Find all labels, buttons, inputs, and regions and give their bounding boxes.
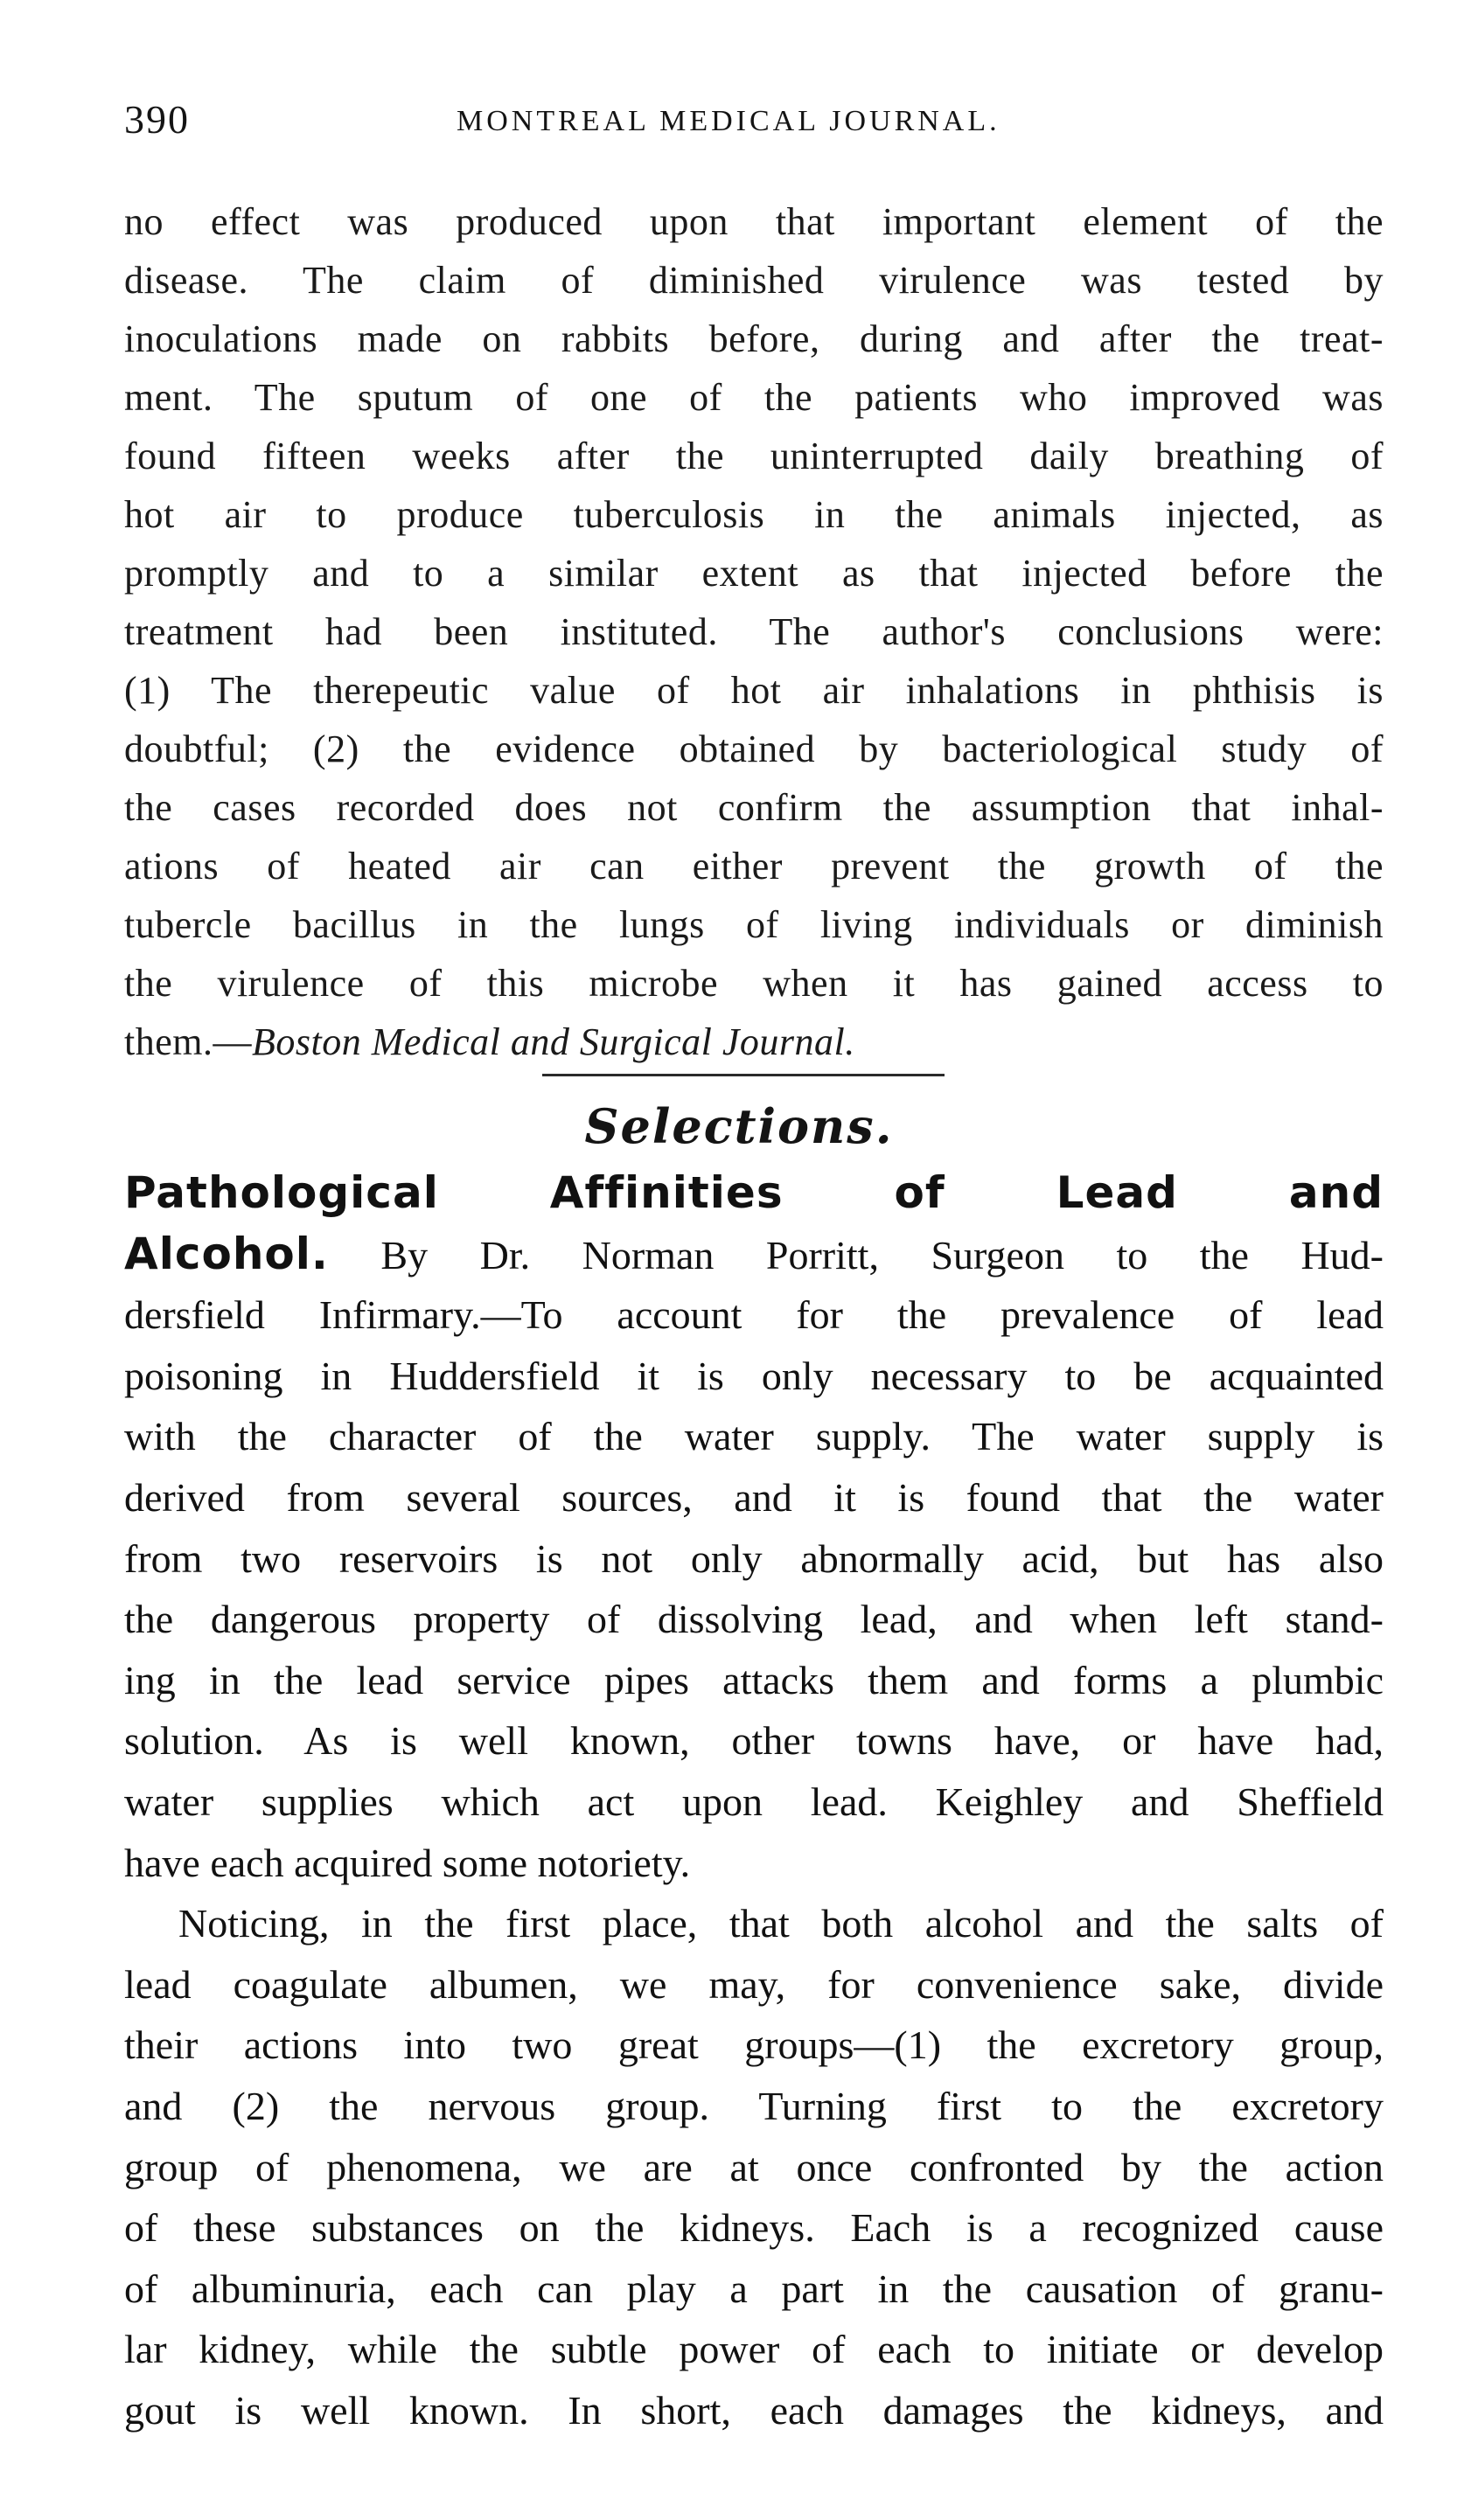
text-line: the cases recorded does not confirm the assumption that inhal- <box>124 786 1384 829</box>
text-line: lar kidney, while the subtle power of each to initiate or develop <box>124 2327 1384 2372</box>
text-line: solution. As is well known, other towns have, or have had, <box>124 1718 1384 1764</box>
text-line: treatment had been instituted. The author's conclusions were: <box>124 610 1384 653</box>
continued-paragraph <box>124 192 1384 1071</box>
text-line: ment. The sputum of one of the patients who improved was <box>124 376 1384 419</box>
text-line: of albuminuria, each can play a part in the causation of granu- <box>124 2266 1384 2311</box>
text-line: from two reservoirs is not only abnormally acid, but has also <box>124 1535 1384 1581</box>
text-line: promptly and to a similar extent as that injected before the <box>124 552 1384 595</box>
text-line: the virulence of this microbe when it has gained access to <box>124 962 1384 1005</box>
section-divider <box>542 1074 945 1076</box>
text-line: inoculations made on rabbits before, during and after the treat- <box>124 317 1384 360</box>
text-line: poisoning in Huddersfield it is only necessary to be acquainted <box>124 1353 1384 1398</box>
text-line: ing in the lead service pipes attacks them and forms a plumbic <box>124 1657 1384 1702</box>
text-line: and (2) the nervous group. Turning first to the excretory <box>124 2083 1384 2128</box>
text-line: hot air to produce tuberculosis in the animals injected, as <box>124 493 1384 536</box>
text-line: doubtful; (2) the evidence obtained by bacteriological study of <box>124 727 1384 770</box>
text-line: derived from several sources, and it is found that the water <box>124 1474 1384 1520</box>
text-line: ations of heated air can either prevent the growth of the <box>124 845 1384 888</box>
text-line: found fifteen weeks after the uninterrupted daily breathing of <box>124 435 1384 477</box>
text-line: (1) The therepeutic value of hot air inhalations in phthisis is <box>124 669 1384 712</box>
last-line-lead: them.— <box>124 1020 252 1063</box>
article-byline-line <box>124 1224 1384 1285</box>
citation: Boston Medical and Surgical Journal. <box>251 1020 855 1063</box>
text-line: lead coagulate albumen, we may, for convenience sake, divide <box>124 1961 1384 2007</box>
article-byline: By Dr. Norman Porritt, Surgeon to the Hud- <box>328 1232 1384 1277</box>
running-head <box>124 96 1384 149</box>
text-line-last: have each acquired some notoriety. <box>124 1840 691 1885</box>
article-title-end: Alcohol. <box>124 1228 329 1279</box>
text-line: the dangerous property of dissolving lead, and when left stand- <box>124 1597 1384 1642</box>
text-line: of these substances on the kidneys. Each is a recognized cause <box>124 2205 1384 2251</box>
text-line: with the character of the water supply. The water supply is <box>124 1414 1384 1459</box>
journal-title: MONTREAL MEDICAL JOURNAL. <box>457 105 1000 137</box>
text-line: dersfield Infirmary.—To account for the prevalence of lead <box>124 1292 1384 1338</box>
page-number: 390 <box>124 97 190 142</box>
text-line: group of phenomena, we are at once confronted by the action <box>124 2144 1384 2189</box>
text-line: tubercle bacillus in the lungs of living individuals or diminish <box>124 903 1384 946</box>
article-title-line: Pathological Affinities of Lead and <box>124 1167 1384 1218</box>
section-heading: Selections. <box>584 1098 894 1154</box>
text-line: no effect was produced upon that important element of the <box>124 200 1384 243</box>
text-line: gout is well known. In short, each damages the kidneys, and <box>124 2387 1384 2433</box>
text-line: disease. The claim of diminished virulence was tested by <box>124 259 1384 302</box>
text-line: their actions into two great groups—(1) the excretory group, <box>124 2022 1384 2068</box>
article-body <box>124 1163 1384 2440</box>
text-line-last <box>124 1013 1384 1071</box>
text-line: water supplies which act upon lead. Keighley and Sheffield <box>124 1779 1384 1824</box>
text-line: Noticing, in the first place, that both alcohol and the salts of <box>178 1901 1384 1946</box>
